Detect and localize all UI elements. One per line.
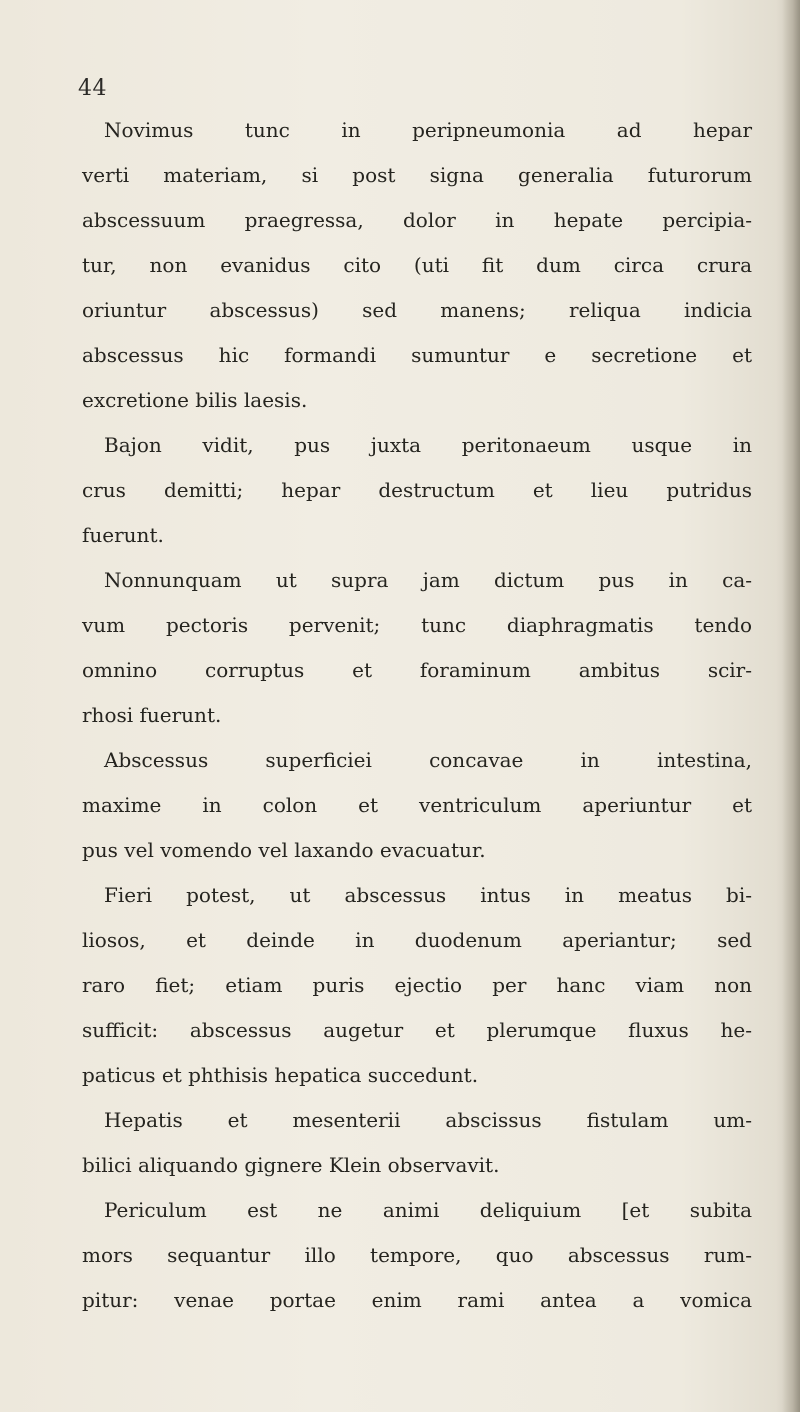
paragraph (82, 1098, 752, 1188)
text-line: excretione bilis laesis. (82, 388, 308, 412)
text-line: oriuntur abscessus) sed manens; reliqua indicia (82, 298, 752, 322)
paragraph (82, 108, 752, 423)
paragraph (82, 423, 752, 558)
text-line: maxime in colon et ventriculum aperiuntur et (82, 793, 752, 817)
text-line: raro fiet; etiam puris ejectio per hanc viam non (82, 973, 752, 997)
paragraph (82, 1188, 752, 1323)
text-line: Novimus tunc in peripneumonia ad hepar (104, 118, 752, 142)
text-line: pitur: venae portae enim rami antea a vomica (82, 1288, 752, 1312)
text-line: fuerunt. (82, 523, 164, 547)
page-number: 44 (78, 76, 107, 101)
text-line: mors sequantur illo tempore, quo abscessus rum- (82, 1243, 752, 1267)
text-line: rhosi fuerunt. (82, 703, 222, 727)
text-line: paticus et phthisis hepatica succedunt. (82, 1063, 479, 1087)
text-line: Bajon vidit, pus juxta peritonaeum usque in (104, 433, 752, 457)
paragraph (82, 738, 752, 873)
text-line: tur, non evanidus cito (uti fit dum circa crura (82, 253, 752, 277)
text-line: abscessus hic formandi sumuntur e secretione et (82, 343, 752, 367)
text-line: Hepatis et mesenterii abscissus fistulam um- (104, 1108, 752, 1132)
paragraph (82, 558, 752, 738)
text-line: pus vel vomendo vel laxando evacuatur. (82, 838, 486, 862)
text-line: Fieri potest, ut abscessus intus in meatus bi- (104, 883, 752, 907)
page-edge-shadow (782, 0, 800, 1412)
text-line: bilici aliquando gignere Klein observavit. (82, 1153, 500, 1177)
body-text (82, 108, 752, 1323)
text-line: sufficit: abscessus augetur et plerumque fluxus he- (82, 1018, 752, 1042)
text-line: Abscessus superficiei concavae in intestina, (104, 748, 752, 772)
text-line: Periculum est ne animi deliquium [et subita (104, 1198, 752, 1222)
paragraph (82, 873, 752, 1098)
text-line: abscessuum praegressa, dolor in hepate percipia- (82, 208, 752, 232)
text-line: liosos, et deinde in duodenum aperiantur; sed (82, 928, 752, 952)
text-line: verti materiam, si post signa generalia futurorum (82, 163, 752, 187)
text-line: Nonnunquam ut supra jam dictum pus in ca- (104, 568, 752, 592)
text-line: vum pectoris pervenit; tunc diaphragmatis tendo (82, 613, 752, 637)
text-line: omnino corruptus et foraminum ambitus scir- (82, 658, 752, 682)
text-line: crus demitti; hepar destructum et lieu putridus (82, 478, 752, 502)
